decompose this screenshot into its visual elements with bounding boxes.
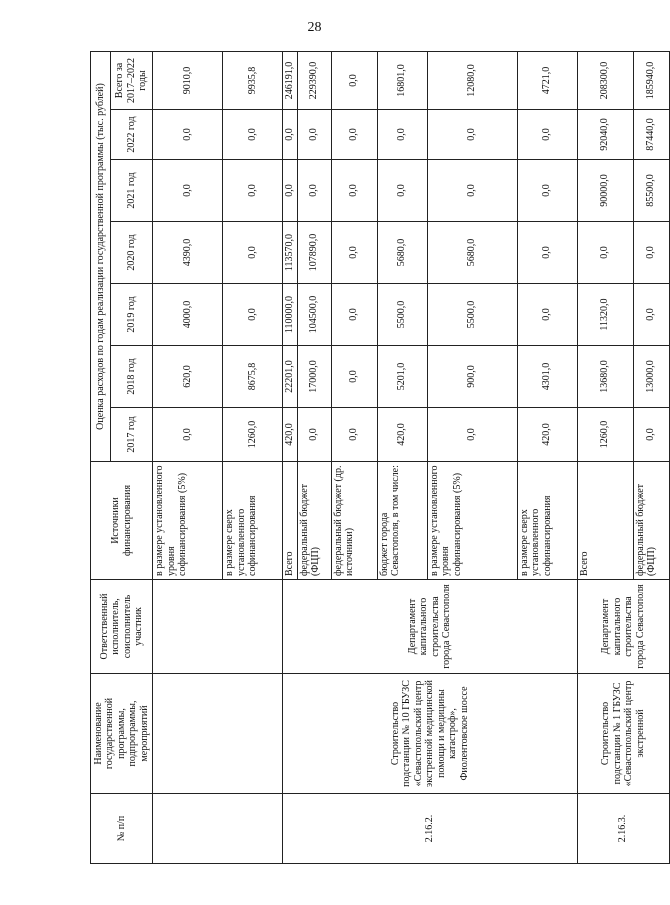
budget-table <box>90 51 670 864</box>
source-cell: Всего <box>283 462 298 580</box>
year-value-cell: 0,0 <box>283 110 298 160</box>
year-value-cell: 900,0 <box>427 346 517 408</box>
year-value-cell: 0,0 <box>633 222 669 284</box>
table-row <box>153 51 223 863</box>
total-value-cell: 208300,0 <box>577 51 633 109</box>
year-value-cell: 110000,0 <box>283 284 298 346</box>
year-value-cell: 8675,8 <box>223 346 283 408</box>
year-value-cell: 5500,0 <box>377 284 427 346</box>
year-value-cell: 90000,0 <box>577 160 633 222</box>
year-value-cell: 17000,0 <box>297 346 331 408</box>
year-value-cell: 87440,0 <box>633 110 669 160</box>
year-value-cell: 4000,0 <box>153 284 223 346</box>
year-value-cell: 0,0 <box>223 110 283 160</box>
row-number-cell <box>153 794 283 864</box>
year-value-cell: 0,0 <box>633 284 669 346</box>
year-value-cell: 4390,0 <box>153 222 223 284</box>
year-value-cell: 1260,0 <box>577 408 633 462</box>
table-row <box>283 51 298 863</box>
total-value-cell: 246191,0 <box>283 51 298 109</box>
rotated-table-container <box>90 52 657 864</box>
header-year-2018: 2018 год <box>111 346 153 408</box>
year-value-cell: 0,0 <box>633 408 669 462</box>
year-value-cell: 5201,0 <box>377 346 427 408</box>
header-year-2019: 2019 год <box>111 284 153 346</box>
row-number-cell: 2.16.2. <box>283 794 578 864</box>
header-num: № п/п <box>91 794 153 864</box>
total-value-cell: 9010,0 <box>153 51 223 109</box>
year-value-cell: 0,0 <box>297 408 331 462</box>
year-value-cell: 0,0 <box>331 222 377 284</box>
row-responsible-cell: Департамент капитального строительства города Севастополя <box>577 580 669 674</box>
year-value-cell: 1260,0 <box>223 408 283 462</box>
year-value-cell: 0,0 <box>331 160 377 222</box>
year-value-cell: 420,0 <box>377 408 427 462</box>
year-value-cell: 13680,0 <box>577 346 633 408</box>
year-value-cell: 5680,0 <box>427 222 517 284</box>
header-year-2022: 2022 год <box>111 110 153 160</box>
year-value-cell: 0,0 <box>283 160 298 222</box>
year-value-cell: 22201,0 <box>283 346 298 408</box>
year-value-cell: 0,0 <box>517 160 577 222</box>
year-value-cell: 0,0 <box>517 284 577 346</box>
source-cell: в размере сверх установленного софинансирования <box>223 462 283 580</box>
total-value-cell: 12080,0 <box>427 51 517 109</box>
year-value-cell: 5500,0 <box>427 284 517 346</box>
total-value-cell: 229390,0 <box>297 51 331 109</box>
header-total: Всего за 2017–2022 годы <box>111 51 153 109</box>
year-value-cell: 0,0 <box>517 110 577 160</box>
header-source: Источники финансирования <box>91 462 153 580</box>
year-value-cell: 420,0 <box>517 408 577 462</box>
header-span-title: Оценка расходов по годам реализации государственной программы (тыс. рублей) <box>91 51 111 461</box>
source-cell: бюджет города Севастополя, в том числе: <box>377 462 427 580</box>
year-value-cell: 0,0 <box>153 408 223 462</box>
total-value-cell: 185940,0 <box>633 51 669 109</box>
total-value-cell: 16801,0 <box>377 51 427 109</box>
header-name: Наименование государственной программы, подпрограммы, мероприятий <box>91 674 153 794</box>
year-value-cell: 5680,0 <box>377 222 427 284</box>
row-responsible-cell <box>153 580 283 674</box>
year-value-cell: 0,0 <box>223 160 283 222</box>
row-responsible-cell: Департамент капитального строительства города Севастополя <box>283 580 578 674</box>
year-value-cell: 0,0 <box>577 222 633 284</box>
year-value-cell: 0,0 <box>153 110 223 160</box>
header-year-2021: 2021 год <box>111 160 153 222</box>
year-value-cell: 0,0 <box>331 346 377 408</box>
row-name-cell <box>153 674 283 794</box>
year-value-cell: 13000,0 <box>633 346 669 408</box>
source-cell: Всего <box>577 462 633 580</box>
rotated-table-area <box>90 52 657 864</box>
year-value-cell: 0,0 <box>517 222 577 284</box>
header-responsible: Ответственный исполнитель, соисполнитель участник <box>91 580 153 674</box>
year-value-cell: 0,0 <box>223 222 283 284</box>
page-number: 28 <box>307 20 322 35</box>
source-cell: в размере установленного уровня софинансирования (5%) <box>153 462 223 580</box>
year-value-cell: 92040,0 <box>577 110 633 160</box>
year-value-cell: 0,0 <box>427 408 517 462</box>
total-value-cell: 4721,0 <box>517 51 577 109</box>
year-value-cell: 0,0 <box>331 408 377 462</box>
header-year-2020: 2020 год <box>111 222 153 284</box>
table-row <box>577 51 633 863</box>
total-value-cell: 0,0 <box>331 51 377 109</box>
year-value-cell: 0,0 <box>297 160 331 222</box>
year-value-cell: 104500,0 <box>297 284 331 346</box>
year-value-cell: 0,0 <box>153 160 223 222</box>
year-value-cell: 420,0 <box>283 408 298 462</box>
year-value-cell: 0,0 <box>331 110 377 160</box>
row-name-cell: Строительство подстанции № 10 ГБУЗС «Севастопольский центр экстренной медицинской помощи и медицины катастроф», Фиолентовское шоссе <box>283 674 578 794</box>
row-number-cell: 2.16.3. <box>577 794 669 864</box>
source-cell: федеральный бюджет (ФЦП) <box>297 462 331 580</box>
year-value-cell: 85500,0 <box>633 160 669 222</box>
year-value-cell: 0,0 <box>331 284 377 346</box>
year-value-cell: 0,0 <box>223 284 283 346</box>
year-value-cell: 0,0 <box>427 160 517 222</box>
year-value-cell: 107890,0 <box>297 222 331 284</box>
year-value-cell: 0,0 <box>377 160 427 222</box>
row-name-cell: Строительство подстанции № 1 ГБУЗС «Севастопольский центр экстренной <box>577 674 669 794</box>
source-cell: федеральный бюджет (др. источники) <box>331 462 377 580</box>
year-value-cell: 620,0 <box>153 346 223 408</box>
year-value-cell: 0,0 <box>427 110 517 160</box>
year-value-cell: 0,0 <box>377 110 427 160</box>
total-value-cell: 9935,8 <box>223 51 283 109</box>
source-cell: федеральный бюджет (ФЦП) <box>633 462 669 580</box>
year-value-cell: 0,0 <box>297 110 331 160</box>
year-value-cell: 11320,0 <box>577 284 633 346</box>
year-value-cell: 4301,0 <box>517 346 577 408</box>
source-cell: в размере сверх установленного софинансирования <box>517 462 577 580</box>
year-value-cell: 113570,0 <box>283 222 298 284</box>
source-cell: в размере установленного уровня софинансирования (5%) <box>427 462 517 580</box>
header-year-2017: 2017 год <box>111 408 153 462</box>
